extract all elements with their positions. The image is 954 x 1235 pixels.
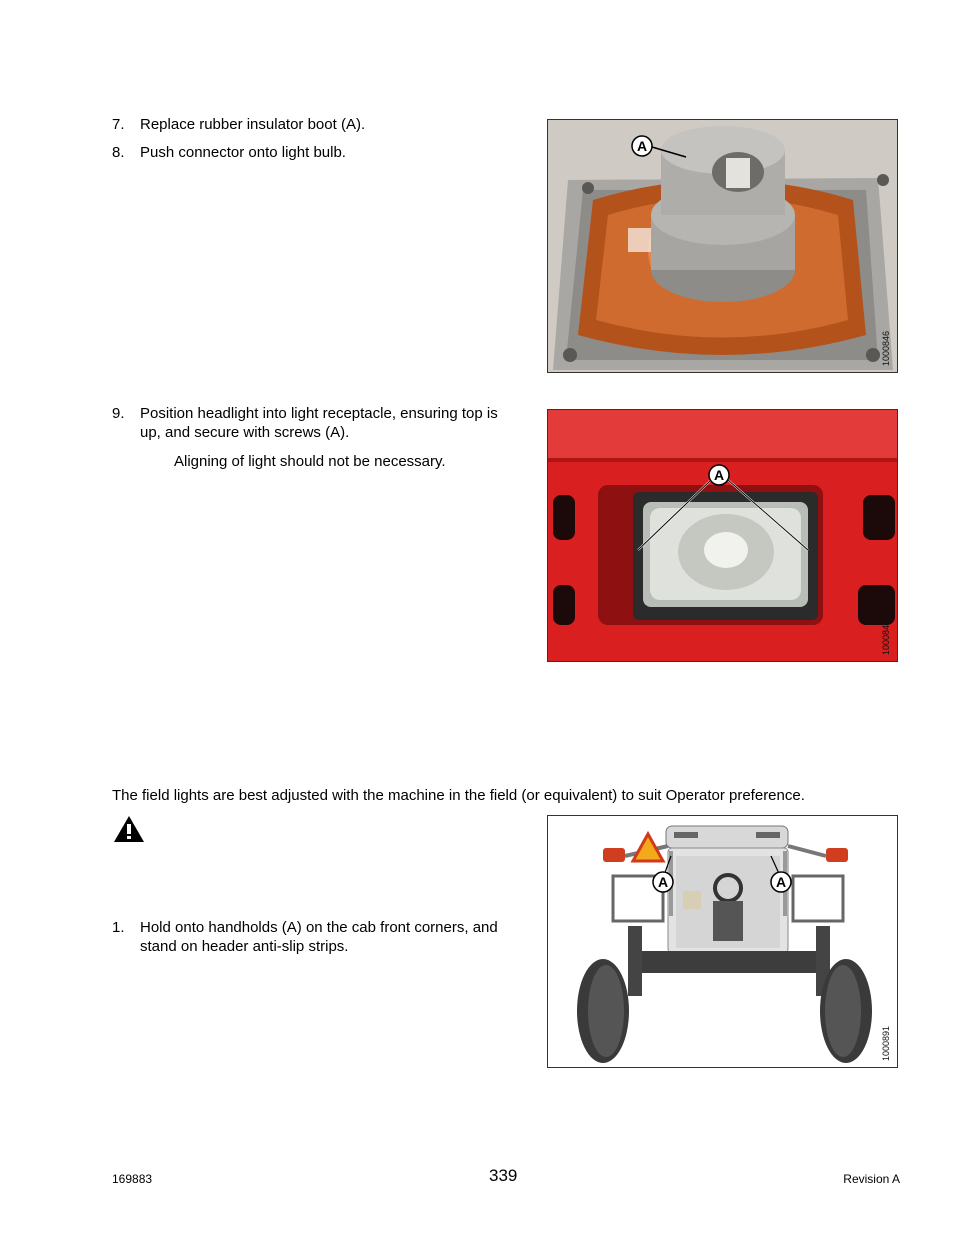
figure-headlight <box>547 409 898 662</box>
callout-a-right: A <box>775 874 787 890</box>
step-number: 1. <box>112 919 125 936</box>
figure-insulator-boot <box>547 119 898 373</box>
callout-a: A <box>713 467 725 483</box>
step-number: 9. <box>112 405 125 422</box>
figure-id: 1000846 <box>881 330 891 366</box>
step-text: Position headlight into light receptacle, ensuring top is up, and secure with screws (A). <box>140 405 498 441</box>
step-text: Replace rubber insulator boot (A). <box>140 116 366 133</box>
step-text: Push connector onto light bulb. <box>140 144 346 161</box>
warning-icon <box>112 814 146 844</box>
figure-cab-handholds <box>547 815 898 1068</box>
figure-id: 1000891 <box>881 1025 891 1061</box>
step-number: 8. <box>112 144 125 161</box>
field-lights-paragraph: The field lights are best adjusted with the machine in the field (or equivalent) to suit Operator preference. <box>112 787 805 804</box>
insulator-boot-photo <box>548 120 897 372</box>
page-number: 339 <box>489 1166 518 1185</box>
callout-a-left: A <box>657 874 669 890</box>
callout-a: A <box>636 138 648 154</box>
figure-id: 1000845 <box>881 619 891 655</box>
step-number: 7. <box>112 116 125 133</box>
doc-number: 169883 <box>112 1172 153 1186</box>
step-note: Aligning of light should not be necessary. <box>174 453 446 470</box>
cab-front-illustration <box>548 816 897 1067</box>
step-text: Hold onto handholds (A) on the cab front corners, and stand on header anti-slip strips. <box>140 919 498 955</box>
headlight-photo <box>548 410 897 661</box>
revision-label: Revision A <box>843 1172 900 1186</box>
